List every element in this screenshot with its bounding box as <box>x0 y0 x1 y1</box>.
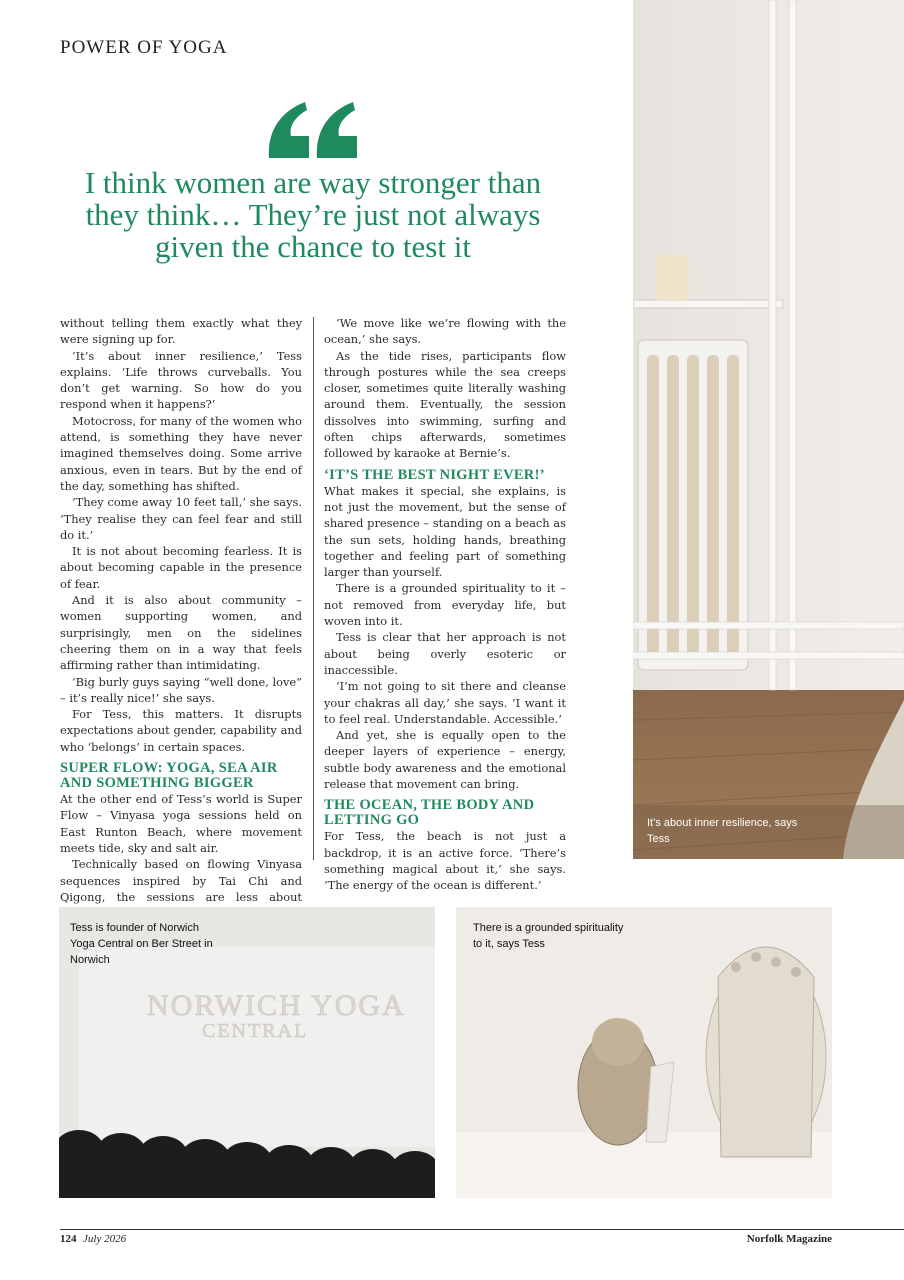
quote-mark-icon <box>265 98 361 160</box>
column-divider <box>313 317 314 860</box>
paragraph: It is not about becoming fearless. It is about becoming capable in the presence of fear. <box>60 544 302 591</box>
paragraph: And it is also about community – women supporting women, and surprisingly, men on the sidelines cheering them on in a way that feels affirming rather than intimidating. <box>60 593 302 673</box>
photo-radiator-room <box>633 0 904 859</box>
page-number: 124 <box>60 1233 77 1245</box>
paragraph: What makes it special, she explains, is not just the movement, but the sense of shared presence – standing on a beach as the sun sets, holding hands, breathing together and feeling part of something larger than yourself. <box>324 483 566 580</box>
article-column-1 <box>60 315 302 921</box>
paragraph: ‘It’s about inner resilience,’ Tess explains. ‘Life throws curveballs. You don’t get warning. So how do you respond when it happens?’ <box>60 348 302 412</box>
paragraph: At the other end of Tess’s world is Super Flow – Vinyasa yoga sessions held on East Runton Beach, where movement meets tide, sky and salt air. <box>60 792 302 855</box>
photo-radiator-room-illustration <box>633 0 904 859</box>
sign-text-line1: NORWICH YOGA <box>147 989 406 1022</box>
subheading: ‘IT’S THE BEST NIGHT EVER!’ <box>324 466 545 483</box>
paragraph: ‘We move like we’re flowing with the ocean,’ she says. <box>324 316 566 347</box>
photo-caption: It’s about inner resilience, says Tess <box>647 817 798 845</box>
photo-caption: There is a grounded spirituality to it, says Tess <box>473 922 624 950</box>
paragraph: ‘I’m not going to sit there and cleanse your chakras all day,’ she says. ‘I want it to feel real. Understandable. Accessible.’ <box>324 679 566 726</box>
paragraph: Motocross, for many of the women who attend, is something they have never imagined themselves doing. Some arrive anxious, even in tears. But by the end of the day, something has shifted. <box>60 413 302 493</box>
paragraph: For Tess, the beach is not just a backdrop, it is an active force. ‘There’s something magical about it,’ she says. ‘The energy of the ocean is different.’ <box>324 829 566 893</box>
magazine-name: Norfolk Magazine <box>746 1233 832 1245</box>
paragraph: ‘Big burly guys saying “well done, love” – it’s really nice!’ she says. <box>60 674 302 705</box>
pull-quote: I think women are way stronger than they think… They’re just not always given the chance to test it <box>84 165 542 264</box>
issue-date: July 2026 <box>83 1233 127 1245</box>
sign-text-line2: CENTRAL <box>202 1020 309 1042</box>
footer-rule <box>60 1229 904 1230</box>
paragraph: There is a grounded spirituality to it – not removed from everyday life, but woven into it. <box>324 581 566 629</box>
paragraph: ‘They come away 10 feet tall,’ she says. ‘They realise they can feel fear and still do it.’ <box>60 495 302 542</box>
subheading: SUPER FLOW: YOGA, SEA AIR AND SOMETHING BIGGER <box>60 760 278 792</box>
paragraph: And yet, she is equally open to the deeper layers of experience – energy, subtle body awareness and the emotional release that movement can bring. <box>324 728 566 792</box>
paragraph: As the tide rises, participants flow through postures while the sea creeps closer, sometimes quite literally washing around them. Eventually, the session dissolves into swimming, surfing and often chips afterwards, sometimes followed by karaoke at Bernie’s. <box>324 348 566 461</box>
paragraph: without telling them exactly what they were signing up for. <box>60 316 302 347</box>
subheading: THE OCEAN, THE BODY AND LETTING GO <box>324 797 535 829</box>
paragraph: For Tess, this matters. It disrupts expectations about gender, capability and who ‘belongs’ in certain spaces. <box>60 707 302 754</box>
article-column-2 <box>324 315 566 894</box>
paragraph: Technically based on flowing Vinyasa sequences inspired by Tai Chi and Qigong, the sessions are less about <box>60 857 302 904</box>
photo-caption: Tess is founder of Norwich Yoga Central on Ber Street in Norwich <box>70 922 213 966</box>
section-title: POWER OF YOGA <box>60 37 228 58</box>
paragraph: Tess is clear that her approach is not about being overly esoteric or inaccessible. <box>324 630 566 677</box>
